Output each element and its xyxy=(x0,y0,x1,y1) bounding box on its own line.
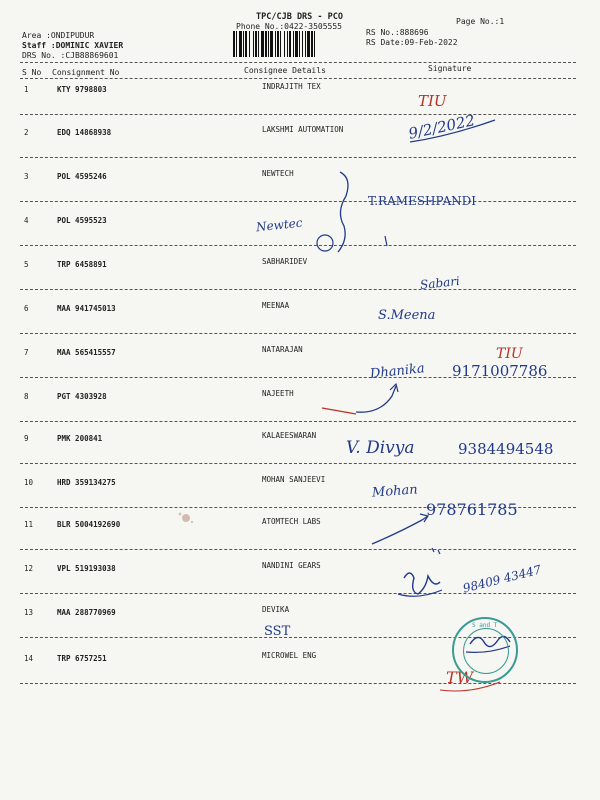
handwriting-row13-signature: SST xyxy=(264,624,291,639)
barcode-bar xyxy=(233,31,235,57)
row-serial-number: 13 xyxy=(24,608,34,617)
row-consignment-number: PMK 200841 xyxy=(57,434,103,443)
barcode-bar xyxy=(307,31,310,57)
row-consignee-name: SABHARIDEV xyxy=(262,257,308,266)
row-consignee-name: MEENAA xyxy=(262,301,290,310)
row-serial-number: 7 xyxy=(24,348,29,357)
barcode-bar xyxy=(255,31,257,57)
row-consignment-number: MAA 941745013 xyxy=(57,304,116,313)
handwriting-row14-mark: TW xyxy=(446,668,474,687)
column-divider xyxy=(20,78,576,79)
row-consignment-number: HRD 359134275 xyxy=(57,478,116,487)
row-consignee-name: MOHAN SANJEEVI xyxy=(262,475,326,484)
row-divider xyxy=(20,463,576,464)
handwriting-row9-phone: 9384494548 xyxy=(458,440,554,458)
row-serial-number: 12 xyxy=(24,564,34,573)
barcode-bar xyxy=(311,31,313,57)
row-consignee-name: NEWTECH xyxy=(262,169,294,178)
row-serial-number: 6 xyxy=(24,304,29,313)
barcode-bar xyxy=(275,31,276,57)
row-consignment-number: BLR 5004192690 xyxy=(57,520,121,529)
barcode-bar xyxy=(289,31,291,57)
handwriting-row9-signature: V. Divya xyxy=(346,438,415,458)
row-serial-number: 5 xyxy=(24,260,29,269)
barcode-bar xyxy=(253,31,254,57)
row-consignee-name: DEVIKA xyxy=(262,605,290,614)
rs-date: RS Date:09-Feb-2022 xyxy=(366,38,458,47)
row-serial-number: 4 xyxy=(24,216,29,225)
barcode-bar xyxy=(243,31,244,57)
sheet-title: TPC/CJB DRS - PCO xyxy=(256,12,343,22)
row-serial-number: 8 xyxy=(24,392,29,401)
column-header-sno: S No xyxy=(22,68,42,77)
row-consignment-number: MAA 288770969 xyxy=(57,608,116,617)
row-consignment-number: POL 4595523 xyxy=(57,216,107,225)
barcode-bar xyxy=(239,31,242,57)
rs-number: RS No.:888696 xyxy=(366,28,429,37)
column-header-consignment: Consignment No xyxy=(52,68,120,77)
handwriting-row6-signature: S.Meena xyxy=(378,308,436,323)
header-divider xyxy=(20,62,576,63)
row-consignee-name: KALAEESWARAN xyxy=(262,431,317,440)
column-header-consignee: Consignee Details xyxy=(244,66,326,75)
staff-label: Staff :DOMINIC XAVIER xyxy=(22,41,124,50)
barcode-bar xyxy=(305,31,306,57)
row-consignee-name: MICROWEL ENG xyxy=(262,651,317,660)
row-divider xyxy=(20,421,576,422)
row-serial-number: 1 xyxy=(24,85,29,94)
row-consignment-number: TRP 6458891 xyxy=(57,260,107,269)
row-consignee-name: NATARAJAN xyxy=(262,345,303,354)
row-consignment-number: EDQ 14868938 xyxy=(57,128,112,137)
row-divider xyxy=(20,201,576,202)
barcode-bar xyxy=(299,31,300,57)
barcode-bar xyxy=(270,31,273,57)
row-consignee-name: NANDINI GEARS xyxy=(262,561,321,570)
handwriting-row7-signature: Dhanika xyxy=(369,361,426,382)
row-serial-number: 14 xyxy=(24,654,34,663)
stamp-inner-ring xyxy=(463,628,509,674)
row-consignee-name: INDRAJITH TEX xyxy=(262,82,321,91)
handwriting-row7-phone: 9171007786 xyxy=(452,362,548,380)
row-divider xyxy=(20,333,576,334)
barcode-bar xyxy=(245,31,247,57)
row-serial-number: 9 xyxy=(24,434,29,443)
row-consignment-number: MAA 565415557 xyxy=(57,348,116,357)
row-serial-number: 2 xyxy=(24,128,29,137)
handwriting-row7-mark: TIU xyxy=(496,346,523,362)
drs-number: DRS No. :CJB88869601 xyxy=(22,51,119,60)
handwriting-row3-name: T.RAMESHPANDI xyxy=(368,194,476,208)
company-stamp xyxy=(452,617,518,683)
stamp-text: S and T xyxy=(472,622,498,629)
barcode-bar xyxy=(293,31,294,57)
area-label: Area :ONDIPUDUR xyxy=(22,31,95,40)
handwriting-row1-mark: TIU xyxy=(418,92,447,110)
barcode-bar xyxy=(277,31,279,57)
handwriting-row4-note: Newtec xyxy=(255,215,304,235)
barcode-bar xyxy=(284,31,285,57)
barcode-bar xyxy=(268,31,269,57)
row-divider xyxy=(20,593,576,594)
row-serial-number: 10 xyxy=(24,478,34,487)
column-header-signature: Signature xyxy=(428,64,472,73)
row-divider xyxy=(20,549,576,550)
row-divider xyxy=(20,289,576,290)
row-consignment-number: VPL 519193038 xyxy=(57,564,116,573)
handwriting-row5-signature: Sabari xyxy=(419,273,461,293)
barcode-bar xyxy=(287,31,288,57)
handwriting-row10-signature: Mohan xyxy=(371,482,419,501)
row-consignee-name: LAKSHMI AUTOMATION xyxy=(262,125,344,134)
row-divider xyxy=(20,245,576,246)
barcode-image xyxy=(232,31,344,57)
row-divider xyxy=(20,114,576,115)
row-consignment-number: TRP 6757251 xyxy=(57,654,107,663)
page-number: Page No.:1 xyxy=(456,17,505,26)
phone-number: Phone No.:0422-3505555 xyxy=(236,22,342,31)
row-consignment-number: POL 4595246 xyxy=(57,172,107,181)
row-consignment-number: KTY 9798803 xyxy=(57,85,107,94)
row-divider xyxy=(20,157,576,158)
barcode-bar xyxy=(295,31,298,57)
barcode-bar xyxy=(265,31,267,57)
handwriting-row2-date: 9/2/2022 xyxy=(406,111,477,143)
row-consignee-name: ATOMTECH LABS xyxy=(262,517,321,526)
handwriting-row10-phone: 978761785 xyxy=(426,500,518,519)
row-serial-number: 3 xyxy=(24,172,29,181)
row-consignment-number: PGT 4303928 xyxy=(57,392,107,401)
barcode-bar xyxy=(261,31,264,57)
barcode-bar xyxy=(314,31,315,57)
barcode-bar xyxy=(302,31,303,57)
row-divider xyxy=(20,683,576,684)
row-consignee-name: NAJEETH xyxy=(262,389,294,398)
barcode-bar xyxy=(236,31,237,57)
barcode-bar xyxy=(249,31,250,57)
barcode-bar xyxy=(280,31,281,57)
barcode-bar xyxy=(258,31,259,57)
handwriting-row12-phone: 98409 43447 xyxy=(461,562,543,596)
row-serial-number: 11 xyxy=(24,520,34,529)
